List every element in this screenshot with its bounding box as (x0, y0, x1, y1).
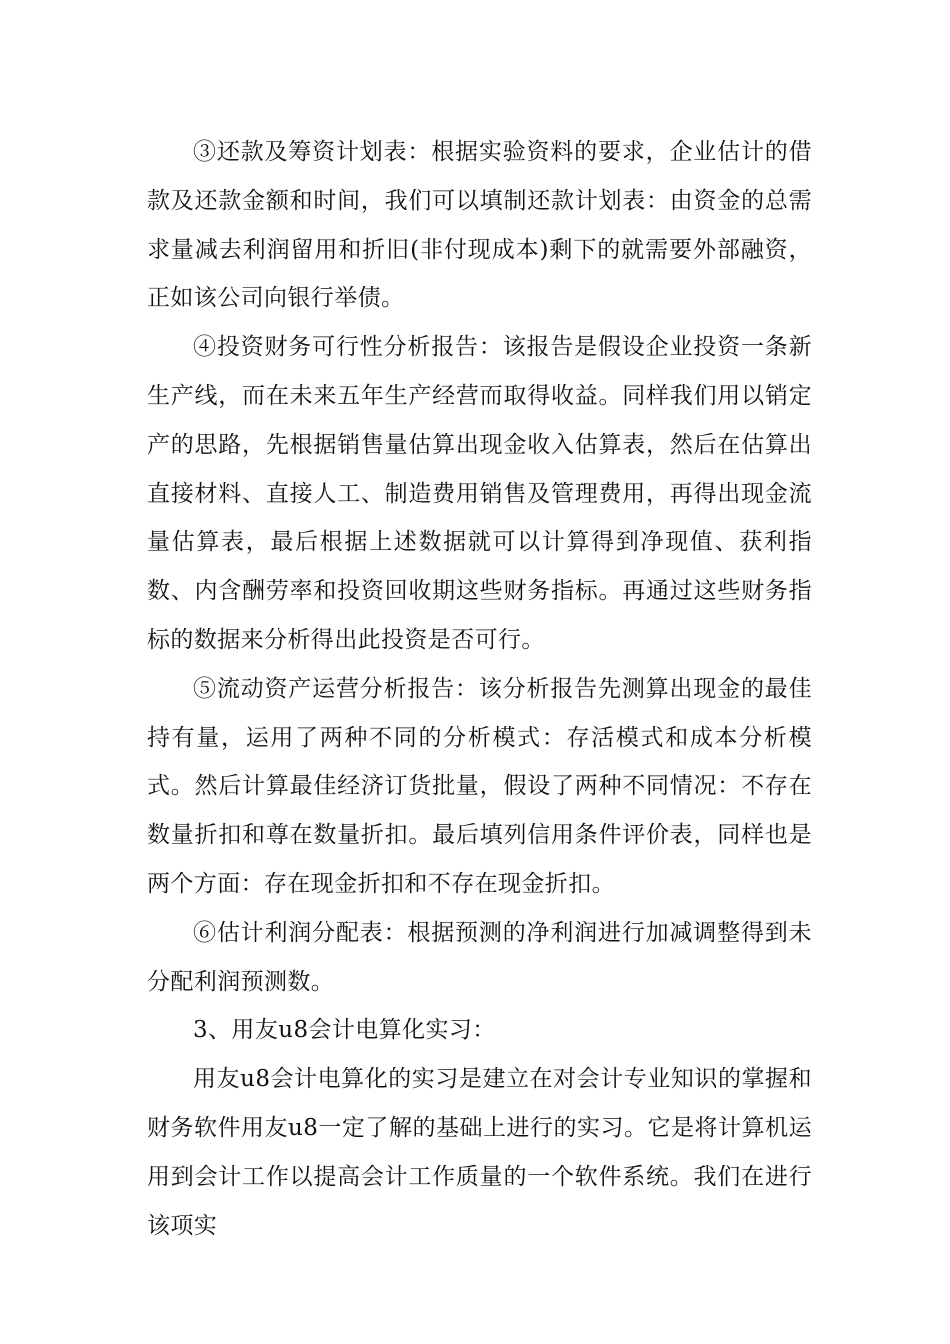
paragraph-investment-feasibility: ④投资财务可行性分析报告：该报告是假设企业投资一条新生产线，而在未来五年生产经营而取得收益。同样我们用以销定产的思路，先根据销售量估算出现金收入估算表，然后在估算出直接材料、直接人工、制造费用销售及管理费用，再得出现金流量估算表，最后根据上述数据就可以计算得到净现值、获利指数、内含酬劳率和投资回收期这些财务指标。再通过这些财务指标的数据来分析得出此投资是否可行。 (147, 334, 812, 653)
paragraph-repayment-plan: ③还款及筹资计划表：根据实验资料的要求，企业估计的借款及还款金额和时间，我们可以填制还款计划表：由资金的总需求量减去利润留用和折旧(非付现成本)剩下的就需要外部融资，正如该公司向银行举债。 (147, 139, 812, 312)
paragraph-profit-distribution: ⑥估计利润分配表：根据预测的净利润进行加减调整得到未分配利润预测数。 (147, 919, 812, 995)
section-heading-u8: 3、用友u8会计电算化实习： (193, 1017, 496, 1044)
paragraph-current-assets: ⑤流动资产运营分析报告：该分析报告先测算出现金的最佳持有量，运用了两种不同的分析模式：存活模式和成本分析模式。然后计算最佳经济订货批量，假设了两种不同情况：不存在数量折扣和尊在数量折扣。最后填列信用条件评价表，同样也是两个方面：存在现金折扣和不存在现金折扣。 (147, 675, 812, 897)
paragraph-u8-intro: 用友u8会计电算化的实习是建立在对会计专业知识的掌握和财务软件用友u8一定了解的基础上进行的实习。它是将计算机运用到会计工作以提高会计工作质量的一个软件系统。我们在进行该项实 (147, 1066, 812, 1239)
document-body (147, 128, 812, 1250)
